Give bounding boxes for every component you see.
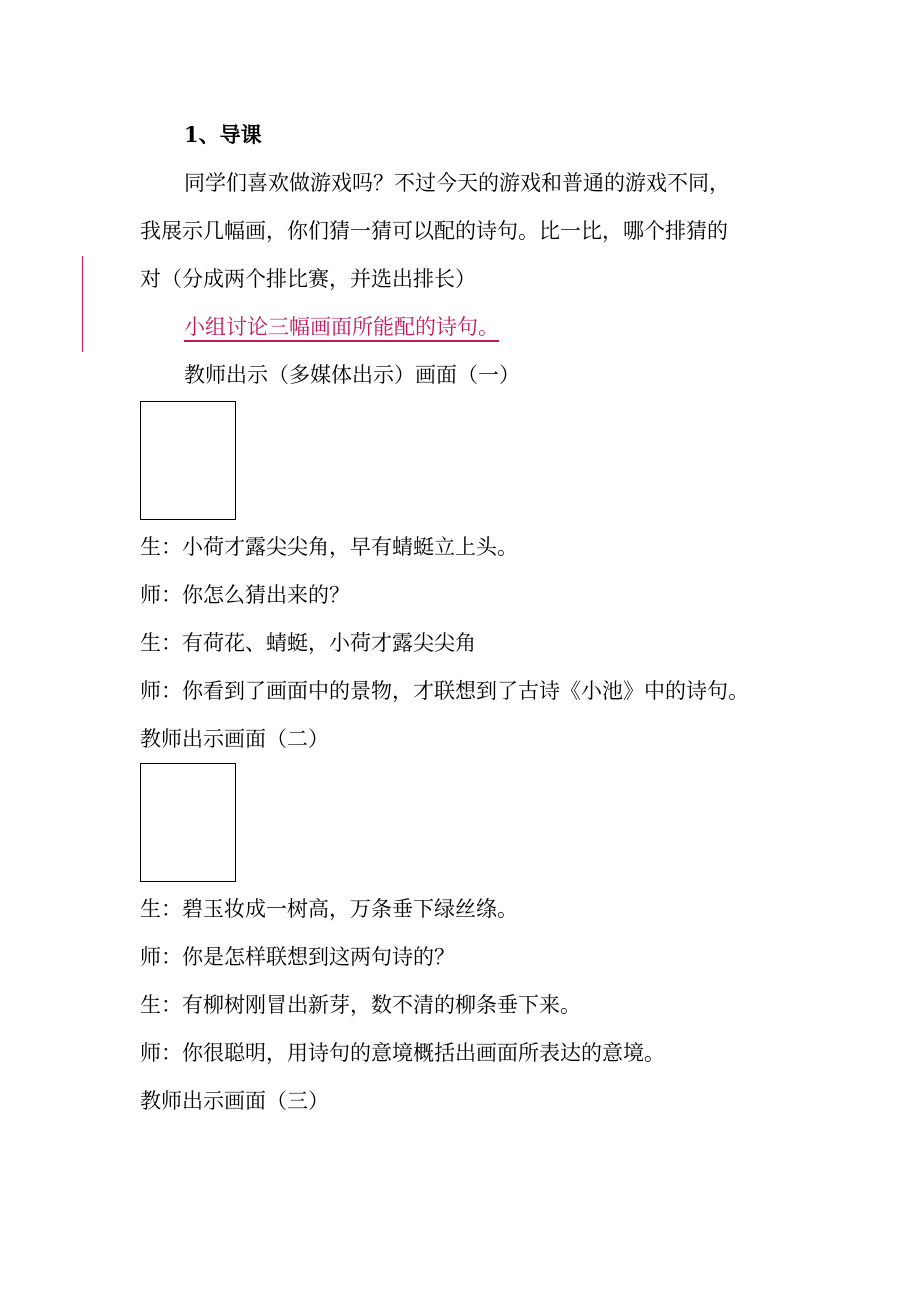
section-heading: 1、导课 — [184, 122, 262, 147]
revision-change-bar — [82, 256, 83, 352]
picture-1-caption: 教师出示（多媒体出示）画面（一） — [184, 363, 520, 387]
dialogue-line: 师：你是怎样联想到这两句诗的？ — [140, 945, 455, 969]
dialogue-line: 生：有柳树刚冒出新芽，数不清的柳条垂下来。 — [140, 993, 581, 1017]
picture-1-frame — [140, 401, 236, 520]
picture-2-caption: 教师出示画面（二） — [140, 727, 329, 751]
dialogue-line: 师：你很聪明，用诗句的意境概括出画面所表达的意境。 — [140, 1041, 665, 1065]
intro-line-3: 对（分成两个排比赛，并选出排长） — [140, 267, 476, 291]
intro-line-2: 我展示几幅画，你们猜一猜可以配的诗句。比一比，哪个排猜的 — [140, 219, 728, 243]
dialogue-line: 生：小荷才露尖尖角，早有蜻蜓立上头。 — [140, 535, 518, 559]
revision-inserted-text: 小组讨论三幅画面所能配的诗句。 — [184, 315, 499, 339]
picture-3-caption: 教师出示画面（三） — [140, 1089, 329, 1113]
intro-line-1: 同学们喜欢做游戏吗？不过今天的游戏和普通的游戏不同， — [184, 171, 730, 195]
dialogue-line: 师：你看到了画面中的景物，才联想到了古诗《小池》中的诗句。 — [140, 679, 749, 703]
picture-2-frame — [140, 763, 236, 882]
dialogue-line: 生：有荷花、蜻蜓，小荷才露尖尖角 — [140, 631, 476, 655]
dialogue-line: 生：碧玉妆成一树高，万条垂下绿丝绦。 — [140, 897, 518, 921]
dialogue-line: 师：你怎么猜出来的？ — [140, 583, 350, 607]
